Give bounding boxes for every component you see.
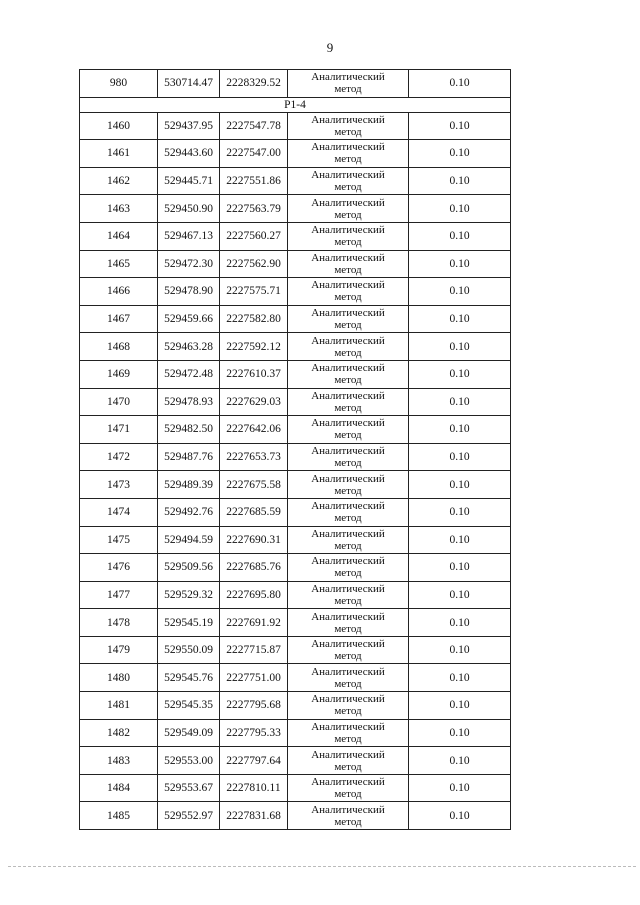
accuracy-cell: 0.10 bbox=[409, 554, 511, 582]
method-line-2: метод bbox=[334, 457, 362, 470]
accuracy-cell: 0.10 bbox=[409, 250, 511, 278]
y-coordinate-cell: 2227610.37 bbox=[220, 360, 288, 388]
method-line-2: метод bbox=[334, 567, 362, 580]
method-cell bbox=[288, 360, 409, 388]
table-row bbox=[80, 360, 511, 388]
y-coordinate-cell: 2227715.87 bbox=[220, 636, 288, 664]
y-coordinate-cell: 2227592.12 bbox=[220, 333, 288, 361]
method-cell bbox=[288, 774, 409, 802]
accuracy-cell: 0.10 bbox=[409, 664, 511, 692]
method-line-1: Аналитический bbox=[311, 776, 385, 789]
x-coordinate-cell: 529553.67 bbox=[158, 774, 220, 802]
accuracy-cell: 0.10 bbox=[409, 70, 511, 98]
accuracy-cell: 0.10 bbox=[409, 195, 511, 223]
table-row bbox=[80, 802, 511, 830]
method-line-2: метод bbox=[334, 732, 362, 745]
accuracy-cell: 0.10 bbox=[409, 636, 511, 664]
x-coordinate-cell: 529478.93 bbox=[158, 388, 220, 416]
y-coordinate-cell: 2227560.27 bbox=[220, 222, 288, 250]
method-line-2: метод bbox=[334, 83, 362, 96]
method-cell bbox=[288, 692, 409, 720]
scan-edge-line bbox=[8, 866, 636, 867]
accuracy-cell: 0.10 bbox=[409, 774, 511, 802]
method-line-1: Аналитический bbox=[311, 251, 385, 264]
accuracy-cell: 0.10 bbox=[409, 278, 511, 306]
accuracy-cell: 0.10 bbox=[409, 222, 511, 250]
method-cell bbox=[288, 140, 409, 168]
accuracy-cell: 0.10 bbox=[409, 167, 511, 195]
page-number: 9 bbox=[326, 40, 334, 55]
x-coordinate-cell: 529443.60 bbox=[158, 140, 220, 168]
point-number-cell: 1479 bbox=[80, 636, 158, 664]
method-line-2: метод bbox=[334, 319, 362, 332]
x-coordinate-cell: 529529.32 bbox=[158, 581, 220, 609]
x-coordinate-cell: 529553.00 bbox=[158, 747, 220, 775]
method-line-1: Аналитический bbox=[311, 224, 385, 237]
method-line-1: Аналитический bbox=[311, 472, 385, 485]
point-number-cell: 1472 bbox=[80, 443, 158, 471]
x-coordinate-cell: 529549.09 bbox=[158, 719, 220, 747]
method-line-1: Аналитический bbox=[311, 334, 385, 347]
method-line-1: Аналитический bbox=[311, 582, 385, 595]
method-line-2: метод bbox=[334, 512, 362, 525]
x-coordinate-cell: 529463.28 bbox=[158, 333, 220, 361]
method-line-2: метод bbox=[334, 760, 362, 773]
table-row bbox=[80, 692, 511, 720]
method-cell bbox=[288, 250, 409, 278]
accuracy-cell: 0.10 bbox=[409, 388, 511, 416]
y-coordinate-cell: 2227547.00 bbox=[220, 140, 288, 168]
method-line-1: Аналитический bbox=[311, 693, 385, 706]
method-line-1: Аналитический bbox=[311, 638, 385, 651]
x-coordinate-cell: 529545.35 bbox=[158, 692, 220, 720]
method-line-2: метод bbox=[334, 705, 362, 718]
point-number-cell: 1475 bbox=[80, 526, 158, 554]
method-line-2: метод bbox=[334, 153, 362, 166]
point-number-cell: 1469 bbox=[80, 360, 158, 388]
method-line-2: метод bbox=[334, 125, 362, 138]
point-number-cell: 1483 bbox=[80, 747, 158, 775]
table-row bbox=[80, 581, 511, 609]
table-row bbox=[80, 609, 511, 637]
y-coordinate-cell: 2227690.31 bbox=[220, 526, 288, 554]
y-coordinate-cell: 2227751.00 bbox=[220, 664, 288, 692]
y-coordinate-cell: 2227551.86 bbox=[220, 167, 288, 195]
y-coordinate-cell: 2227685.59 bbox=[220, 498, 288, 526]
method-line-1: Аналитический bbox=[311, 362, 385, 375]
point-number-cell: 1470 bbox=[80, 388, 158, 416]
x-coordinate-cell: 529459.66 bbox=[158, 305, 220, 333]
method-cell bbox=[288, 416, 409, 444]
x-coordinate-cell: 529545.76 bbox=[158, 664, 220, 692]
y-coordinate-cell: 2227642.06 bbox=[220, 416, 288, 444]
accuracy-cell: 0.10 bbox=[409, 609, 511, 637]
accuracy-cell: 0.10 bbox=[409, 112, 511, 140]
point-number-cell: 1485 bbox=[80, 802, 158, 830]
y-coordinate-cell: 2227795.33 bbox=[220, 719, 288, 747]
y-coordinate-cell: 2227691.92 bbox=[220, 609, 288, 637]
method-cell bbox=[288, 471, 409, 499]
method-line-1: Аналитический bbox=[311, 555, 385, 568]
y-coordinate-cell: 2227562.90 bbox=[220, 250, 288, 278]
method-line-2: метод bbox=[334, 788, 362, 801]
y-coordinate-cell: 2227675.58 bbox=[220, 471, 288, 499]
x-coordinate-cell: 529450.90 bbox=[158, 195, 220, 223]
section-row bbox=[80, 97, 511, 112]
accuracy-cell: 0.10 bbox=[409, 333, 511, 361]
method-cell bbox=[288, 554, 409, 582]
method-cell bbox=[288, 112, 409, 140]
method-cell bbox=[288, 581, 409, 609]
point-number-cell: 1461 bbox=[80, 140, 158, 168]
x-coordinate-cell: 529489.39 bbox=[158, 471, 220, 499]
method-line-2: метод bbox=[334, 181, 362, 194]
point-number-cell: 1481 bbox=[80, 692, 158, 720]
method-cell bbox=[288, 70, 409, 98]
table-row bbox=[80, 388, 511, 416]
method-cell bbox=[288, 278, 409, 306]
method-line-1: Аналитический bbox=[311, 113, 385, 126]
y-coordinate-cell: 2228329.52 bbox=[220, 70, 288, 98]
accuracy-cell: 0.10 bbox=[409, 471, 511, 499]
accuracy-cell: 0.10 bbox=[409, 140, 511, 168]
y-coordinate-cell: 2227831.68 bbox=[220, 802, 288, 830]
method-line-1: Аналитический bbox=[311, 610, 385, 623]
table-row bbox=[80, 305, 511, 333]
method-cell bbox=[288, 747, 409, 775]
x-coordinate-cell: 529552.97 bbox=[158, 802, 220, 830]
y-coordinate-cell: 2227575.71 bbox=[220, 278, 288, 306]
method-cell bbox=[288, 664, 409, 692]
y-coordinate-cell: 2227547.78 bbox=[220, 112, 288, 140]
point-number-cell: 1468 bbox=[80, 333, 158, 361]
method-cell bbox=[288, 167, 409, 195]
method-line-2: метод bbox=[334, 539, 362, 552]
method-line-2: метод bbox=[334, 650, 362, 663]
method-line-1: Аналитический bbox=[311, 141, 385, 154]
accuracy-cell: 0.10 bbox=[409, 692, 511, 720]
method-line-1: Аналитический bbox=[311, 169, 385, 182]
accuracy-cell: 0.10 bbox=[409, 416, 511, 444]
method-cell bbox=[288, 305, 409, 333]
point-number-cell: 980 bbox=[80, 70, 158, 98]
accuracy-cell: 0.10 bbox=[409, 581, 511, 609]
table-row bbox=[80, 140, 511, 168]
table-row bbox=[80, 526, 511, 554]
method-cell bbox=[288, 195, 409, 223]
method-line-1: Аналитический bbox=[311, 307, 385, 320]
point-number-cell: 1480 bbox=[80, 664, 158, 692]
method-line-1: Аналитический bbox=[311, 803, 385, 816]
table-row bbox=[80, 471, 511, 499]
table-row bbox=[80, 554, 511, 582]
table-row bbox=[80, 222, 511, 250]
method-line-1: Аналитический bbox=[311, 71, 385, 84]
coordinates-table bbox=[79, 69, 511, 830]
x-coordinate-cell: 529545.19 bbox=[158, 609, 220, 637]
method-line-1: Аналитический bbox=[311, 527, 385, 540]
method-line-2: метод bbox=[334, 484, 362, 497]
y-coordinate-cell: 2227582.80 bbox=[220, 305, 288, 333]
table-row bbox=[80, 278, 511, 306]
section-label: P1-4 bbox=[80, 97, 511, 112]
x-coordinate-cell: 529472.30 bbox=[158, 250, 220, 278]
point-number-cell: 1474 bbox=[80, 498, 158, 526]
point-number-cell: 1464 bbox=[80, 222, 158, 250]
x-coordinate-cell: 529550.09 bbox=[158, 636, 220, 664]
method-line-1: Аналитический bbox=[311, 500, 385, 513]
method-line-2: метод bbox=[334, 622, 362, 635]
y-coordinate-cell: 2227653.73 bbox=[220, 443, 288, 471]
y-coordinate-cell: 2227685.76 bbox=[220, 554, 288, 582]
accuracy-cell: 0.10 bbox=[409, 526, 511, 554]
table-row bbox=[80, 112, 511, 140]
table-body bbox=[80, 70, 511, 830]
method-line-2: метод bbox=[334, 208, 362, 221]
point-number-cell: 1484 bbox=[80, 774, 158, 802]
x-coordinate-cell: 529467.13 bbox=[158, 222, 220, 250]
method-line-2: метод bbox=[334, 346, 362, 359]
method-line-2: метод bbox=[334, 594, 362, 607]
point-number-cell: 1466 bbox=[80, 278, 158, 306]
accuracy-cell: 0.10 bbox=[409, 747, 511, 775]
method-line-1: Аналитический bbox=[311, 445, 385, 458]
x-coordinate-cell: 529478.90 bbox=[158, 278, 220, 306]
y-coordinate-cell: 2227629.03 bbox=[220, 388, 288, 416]
point-number-cell: 1473 bbox=[80, 471, 158, 499]
accuracy-cell: 0.10 bbox=[409, 719, 511, 747]
table-row bbox=[80, 167, 511, 195]
method-line-1: Аналитический bbox=[311, 665, 385, 678]
method-cell bbox=[288, 526, 409, 554]
method-cell bbox=[288, 609, 409, 637]
point-number-cell: 1477 bbox=[80, 581, 158, 609]
method-line-2: метод bbox=[334, 291, 362, 304]
table-row bbox=[80, 416, 511, 444]
method-line-2: метод bbox=[334, 677, 362, 690]
point-number-cell: 1460 bbox=[80, 112, 158, 140]
table-row bbox=[80, 774, 511, 802]
y-coordinate-cell: 2227810.11 bbox=[220, 774, 288, 802]
method-cell bbox=[288, 498, 409, 526]
accuracy-cell: 0.10 bbox=[409, 443, 511, 471]
table-row bbox=[80, 498, 511, 526]
table-row bbox=[80, 443, 511, 471]
table-row bbox=[80, 636, 511, 664]
method-cell bbox=[288, 388, 409, 416]
x-coordinate-cell: 529487.76 bbox=[158, 443, 220, 471]
point-number-cell: 1471 bbox=[80, 416, 158, 444]
method-line-1: Аналитический bbox=[311, 748, 385, 761]
y-coordinate-cell: 2227797.64 bbox=[220, 747, 288, 775]
table-row bbox=[80, 333, 511, 361]
table-row bbox=[80, 195, 511, 223]
method-cell bbox=[288, 802, 409, 830]
method-line-1: Аналитический bbox=[311, 279, 385, 292]
method-line-2: метод bbox=[334, 815, 362, 828]
method-line-2: метод bbox=[334, 236, 362, 249]
y-coordinate-cell: 2227563.79 bbox=[220, 195, 288, 223]
method-line-2: метод bbox=[334, 401, 362, 414]
table-row bbox=[80, 664, 511, 692]
accuracy-cell: 0.10 bbox=[409, 305, 511, 333]
y-coordinate-cell: 2227695.80 bbox=[220, 581, 288, 609]
x-coordinate-cell: 529509.56 bbox=[158, 554, 220, 582]
method-cell bbox=[288, 719, 409, 747]
x-coordinate-cell: 529445.71 bbox=[158, 167, 220, 195]
method-line-2: метод bbox=[334, 374, 362, 387]
method-line-1: Аналитический bbox=[311, 417, 385, 430]
method-cell bbox=[288, 443, 409, 471]
accuracy-cell: 0.10 bbox=[409, 802, 511, 830]
x-coordinate-cell: 529494.59 bbox=[158, 526, 220, 554]
x-coordinate-cell: 529472.48 bbox=[158, 360, 220, 388]
x-coordinate-cell: 530714.47 bbox=[158, 70, 220, 98]
x-coordinate-cell: 529437.95 bbox=[158, 112, 220, 140]
method-line-2: метод bbox=[334, 263, 362, 276]
point-number-cell: 1482 bbox=[80, 719, 158, 747]
table-row bbox=[80, 719, 511, 747]
point-number-cell: 1462 bbox=[80, 167, 158, 195]
table-row bbox=[80, 70, 511, 98]
method-line-1: Аналитический bbox=[311, 720, 385, 733]
point-number-cell: 1465 bbox=[80, 250, 158, 278]
method-line-2: метод bbox=[334, 429, 362, 442]
point-number-cell: 1476 bbox=[80, 554, 158, 582]
method-line-1: Аналитический bbox=[311, 389, 385, 402]
table-row bbox=[80, 250, 511, 278]
method-cell bbox=[288, 222, 409, 250]
point-number-cell: 1467 bbox=[80, 305, 158, 333]
method-cell bbox=[288, 333, 409, 361]
point-number-cell: 1463 bbox=[80, 195, 158, 223]
accuracy-cell: 0.10 bbox=[409, 498, 511, 526]
method-line-1: Аналитический bbox=[311, 196, 385, 209]
x-coordinate-cell: 529482.50 bbox=[158, 416, 220, 444]
point-number-cell: 1478 bbox=[80, 609, 158, 637]
table-row bbox=[80, 747, 511, 775]
accuracy-cell: 0.10 bbox=[409, 360, 511, 388]
method-cell bbox=[288, 636, 409, 664]
y-coordinate-cell: 2227795.68 bbox=[220, 692, 288, 720]
x-coordinate-cell: 529492.76 bbox=[158, 498, 220, 526]
